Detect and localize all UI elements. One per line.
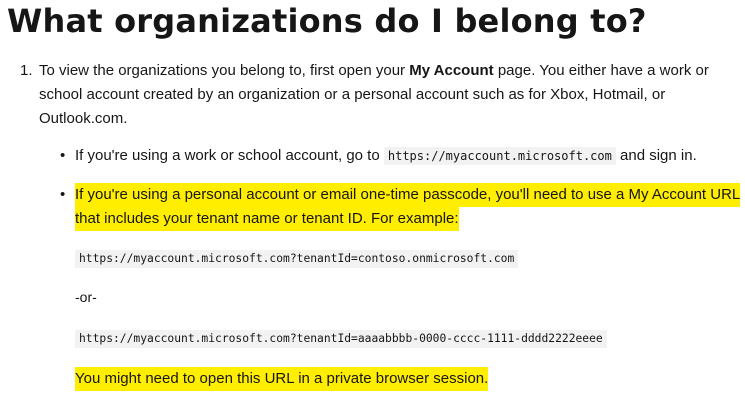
step-number: 1. <box>20 62 33 79</box>
personal-line-2: that includes your tenant name or tenant ID. For example: <box>75 207 459 231</box>
step-text-after: page. You either have a work or school account created by an organization or a personal account such as for Xbox, Hotmail, or Outlook.com. <box>39 62 709 127</box>
code-example-tenant-id: https://myaccount.microsoft.com?tenantId=aaaabbbb-0000-cccc-1111-dddd2222eeee <box>75 330 607 348</box>
bullet-marker-personal: • <box>60 186 66 203</box>
bullet-marker-work: • <box>60 147 66 164</box>
page-title: What organizations do I belong to? <box>7 2 647 40</box>
step-paragraph <box>39 59 729 131</box>
my-account-link-text: My Account <box>409 62 494 79</box>
step-text-before: To view the organizations you belong to, first open your <box>39 62 410 79</box>
bullet-work-before: If you're using a work or school account, go to <box>75 147 384 164</box>
personal-line-1: If you're using a personal account or email one-time passcode, you'll need to use a My Account URL <box>75 183 740 207</box>
private-session-note: You might need to open this URL in a private browser session. <box>75 367 488 391</box>
code-example-tenant-name: https://myaccount.microsoft.com?tenantId=contoso.onmicrosoft.com <box>75 250 518 268</box>
or-separator: -or- <box>75 289 97 305</box>
myaccount-url-code: https://myaccount.microsoft.com <box>384 147 616 165</box>
bullet-work-after: and sign in. <box>615 147 697 164</box>
bullet-work-text <box>75 144 697 168</box>
